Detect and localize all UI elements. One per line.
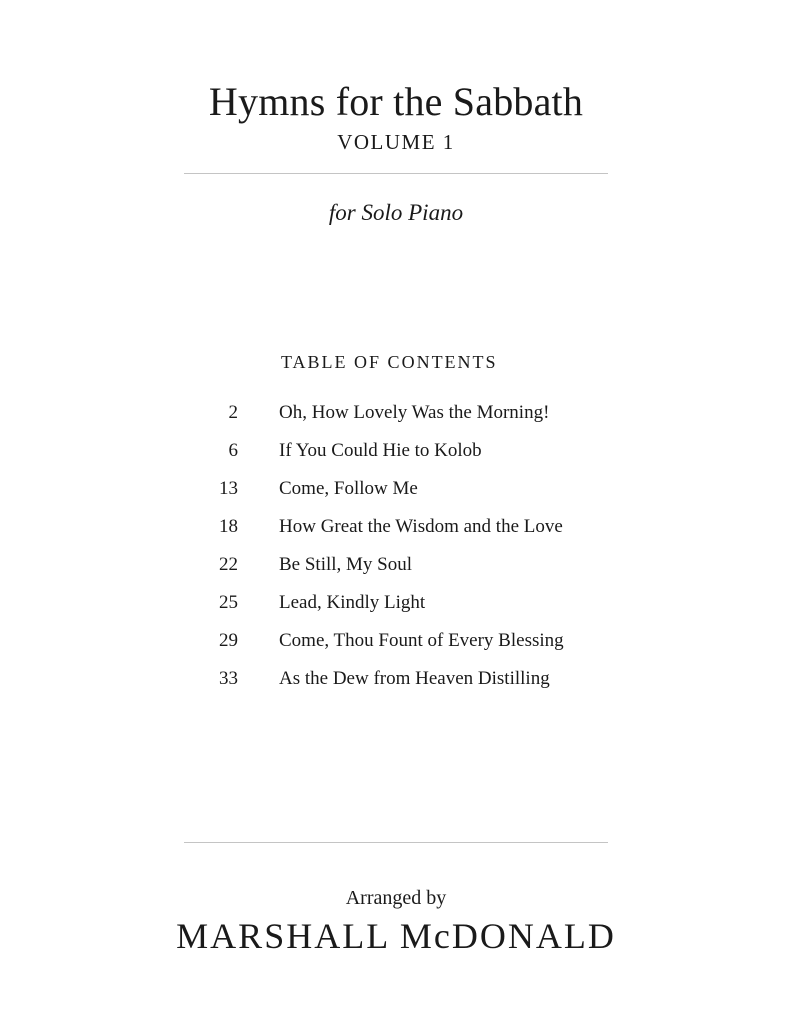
toc-entry: [0, 663, 792, 701]
toc-hymn-title: Be Still, My Soul: [279, 554, 413, 575]
page-title: Hymns for the Sabbath: [208, 79, 584, 124]
toc-page-number: 18: [219, 516, 238, 537]
toc-page-number: 13: [219, 478, 238, 499]
top-divider: [184, 173, 608, 174]
toc-page-number: 33: [219, 668, 238, 689]
toc-entry: [0, 397, 792, 435]
toc-hymn-title: How Great the Wisdom and the Love: [279, 516, 563, 537]
toc-hymn-title: Come, Thou Fount of Every Blessing: [279, 630, 564, 651]
toc-entry: [0, 473, 792, 511]
toc-entry: [0, 549, 792, 587]
toc-list: [0, 397, 792, 701]
toc-entry: [0, 625, 792, 663]
toc-hymn-title: As the Dew from Heaven Distilling: [279, 668, 550, 689]
toc-heading: TABLE OF CONTENTS: [281, 352, 498, 372]
arranged-by-label: Arranged by: [345, 887, 447, 909]
toc-page-number: 25: [219, 592, 238, 613]
toc-page-number: 6: [228, 440, 238, 461]
toc-hymn-title: Come, Follow Me: [279, 478, 418, 499]
toc-hymn-title: Oh, How Lovely Was the Morning!: [279, 402, 550, 423]
toc-hymn-title: If You Could Hie to Kolob: [279, 440, 482, 461]
volume-label: VOLUME 1: [337, 130, 455, 154]
toc-entry: [0, 511, 792, 549]
bottom-divider: [184, 842, 608, 843]
toc-page-number: 2: [228, 402, 238, 423]
subtitle: for Solo Piano: [328, 200, 464, 225]
toc-page-number: 29: [219, 630, 238, 651]
toc-page-number: 22: [219, 554, 238, 575]
author-name: MARSHALL McDONALD: [176, 916, 616, 956]
toc-hymn-title: Lead, Kindly Light: [279, 592, 426, 613]
toc-entry: [0, 435, 792, 473]
toc-entry: [0, 587, 792, 625]
